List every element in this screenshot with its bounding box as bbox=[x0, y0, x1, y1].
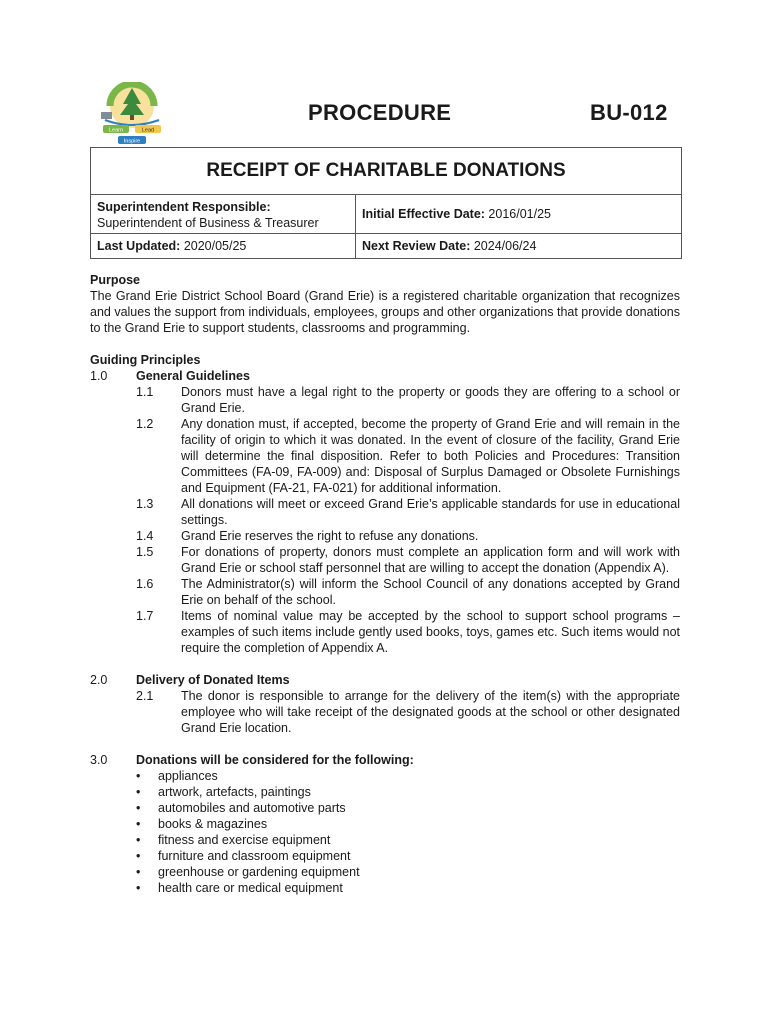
procedure-info-table bbox=[90, 147, 682, 259]
bullet-icon: • bbox=[136, 833, 141, 847]
bullet-text: automobiles and automotive parts bbox=[158, 801, 346, 815]
section-2-number: 2.0 bbox=[90, 673, 108, 687]
bullet-icon: • bbox=[136, 865, 141, 879]
bullet-text: fitness and exercise equipment bbox=[158, 833, 331, 847]
last-updated-label: Last Updated: bbox=[97, 239, 181, 253]
item-number: 1.3 bbox=[136, 497, 154, 511]
section-3-heading bbox=[90, 752, 680, 768]
section-2-heading bbox=[90, 672, 680, 688]
item-text: Items of nominal value may be accepted by the school to support school programs – examples of such items include gently used books, toys, games etc. Such items would not require the completion of Appendix A. bbox=[181, 609, 680, 655]
item-number: 1.2 bbox=[136, 417, 154, 431]
list-item bbox=[90, 576, 680, 608]
item-text: The Administrator(s) will inform the School Council of any donations accepted by Grand Erie on behalf of the school. bbox=[181, 577, 680, 607]
item-number: 2.1 bbox=[136, 689, 154, 703]
item-text: Grand Erie reserves the right to refuse any donations. bbox=[181, 529, 479, 543]
procedure-body bbox=[90, 272, 680, 896]
bullet-text: books & magazines bbox=[158, 817, 268, 831]
bullet-icon: • bbox=[136, 769, 141, 783]
svg-text:Lead: Lead bbox=[141, 127, 155, 134]
section-1-number: 1.0 bbox=[90, 369, 108, 383]
info-row-dates bbox=[91, 234, 681, 258]
list-item bbox=[90, 880, 680, 896]
info-row-responsible bbox=[91, 195, 681, 234]
bullet-text: furniture and classroom equipment bbox=[158, 849, 351, 863]
item-text: The donor is responsible to arrange for the delivery of the item(s) with the appropriate employee who will take receipt of the designated goods at the school or other designated Grand Erie location. bbox=[181, 689, 680, 735]
effective-date-value: 2016/01/25 bbox=[484, 207, 551, 221]
item-number: 1.1 bbox=[136, 385, 154, 399]
section-1-items bbox=[90, 384, 680, 656]
review-date-label: Next Review Date: bbox=[362, 239, 471, 253]
section-2-title: Delivery of Donated Items bbox=[136, 673, 290, 687]
bullet-text: artwork, artefacts, paintings bbox=[158, 785, 311, 799]
list-item bbox=[90, 800, 680, 816]
superintendent-label: Superintendent Responsible: bbox=[97, 200, 271, 214]
item-number: 1.7 bbox=[136, 609, 154, 623]
item-text: All donations will meet or exceed Grand Erie’s applicable standards for use in educational settings. bbox=[181, 497, 680, 527]
section-1-title: General Guidelines bbox=[136, 369, 250, 383]
list-item bbox=[90, 496, 680, 528]
bullet-text: greenhouse or gardening equipment bbox=[158, 865, 360, 879]
bullet-icon: • bbox=[136, 785, 141, 799]
item-text: For donations of property, donors must complete an application form and will work with Grand Erie or school staff personnel that are willing to accept the donation (Appendix A). bbox=[181, 545, 680, 575]
item-number: 1.4 bbox=[136, 529, 154, 543]
list-item bbox=[90, 608, 680, 656]
superintendent-value: Superintendent of Business & Treasurer bbox=[97, 216, 319, 230]
item-number: 1.5 bbox=[136, 545, 154, 559]
section-3-title: Donations will be considered for the following: bbox=[136, 753, 414, 767]
list-item bbox=[90, 864, 680, 880]
last-updated-value: 2020/05/25 bbox=[180, 239, 247, 253]
bullet-icon: • bbox=[136, 801, 141, 815]
guiding-principles-heading: Guiding Principles bbox=[90, 353, 201, 367]
effective-date-label: Initial Effective Date: bbox=[362, 207, 485, 221]
bullet-icon: • bbox=[136, 849, 141, 863]
list-item bbox=[90, 768, 680, 784]
list-item bbox=[90, 784, 680, 800]
purpose-text: The Grand Erie District School Board (Grand Erie) is a registered charitable organization that recognizes and values the support from individuals, employees, groups and other organizations that provide donations to the Grand Erie to support students, classrooms and programming. bbox=[90, 289, 680, 335]
procedure-name: RECEIPT OF CHARITABLE DONATIONS bbox=[91, 148, 681, 195]
review-date-cell bbox=[356, 234, 681, 258]
procedure-code: BU-012 bbox=[590, 100, 668, 125]
svg-text:Learn: Learn bbox=[108, 127, 124, 134]
bullet-text: appliances bbox=[158, 769, 218, 783]
bullet-text: health care or medical equipment bbox=[158, 881, 343, 895]
item-number: 1.6 bbox=[136, 577, 154, 591]
review-date-value: 2024/06/24 bbox=[470, 239, 537, 253]
svg-text:Inspire: Inspire bbox=[123, 138, 141, 145]
donation-categories-list bbox=[90, 768, 680, 896]
purpose-heading: Purpose bbox=[90, 273, 141, 287]
list-item bbox=[90, 832, 680, 848]
school-board-logo bbox=[95, 82, 170, 146]
list-item bbox=[90, 688, 680, 736]
list-item bbox=[90, 848, 680, 864]
superintendent-cell bbox=[91, 195, 356, 233]
last-updated-cell bbox=[91, 234, 356, 258]
list-item bbox=[90, 528, 680, 544]
list-item bbox=[90, 384, 680, 416]
list-item bbox=[90, 816, 680, 832]
effective-date-cell bbox=[356, 195, 681, 233]
item-text: Donors must have a legal right to the property or goods they are offering to a school or Grand Erie. bbox=[181, 385, 680, 415]
list-item bbox=[90, 416, 680, 496]
section-1-heading bbox=[90, 368, 680, 384]
section-3-number: 3.0 bbox=[90, 753, 108, 767]
item-text: Any donation must, if accepted, become the property of Grand Erie and will remain in the facility of origin to which it was donated. In the event of closure of the facility, Grand Erie will determine the final disposition. Refer to both Policies and Procedures: Transition Committees (FA-09, FA-009) and: Disposal of Surplus Damaged or Obsolete Furnishings and Equipment (FA-21, FA-021) for additional information. bbox=[181, 417, 680, 495]
list-item bbox=[90, 544, 680, 576]
procedure-title: PROCEDURE bbox=[308, 100, 452, 125]
bullet-icon: • bbox=[136, 817, 141, 831]
bullet-icon: • bbox=[136, 881, 141, 895]
